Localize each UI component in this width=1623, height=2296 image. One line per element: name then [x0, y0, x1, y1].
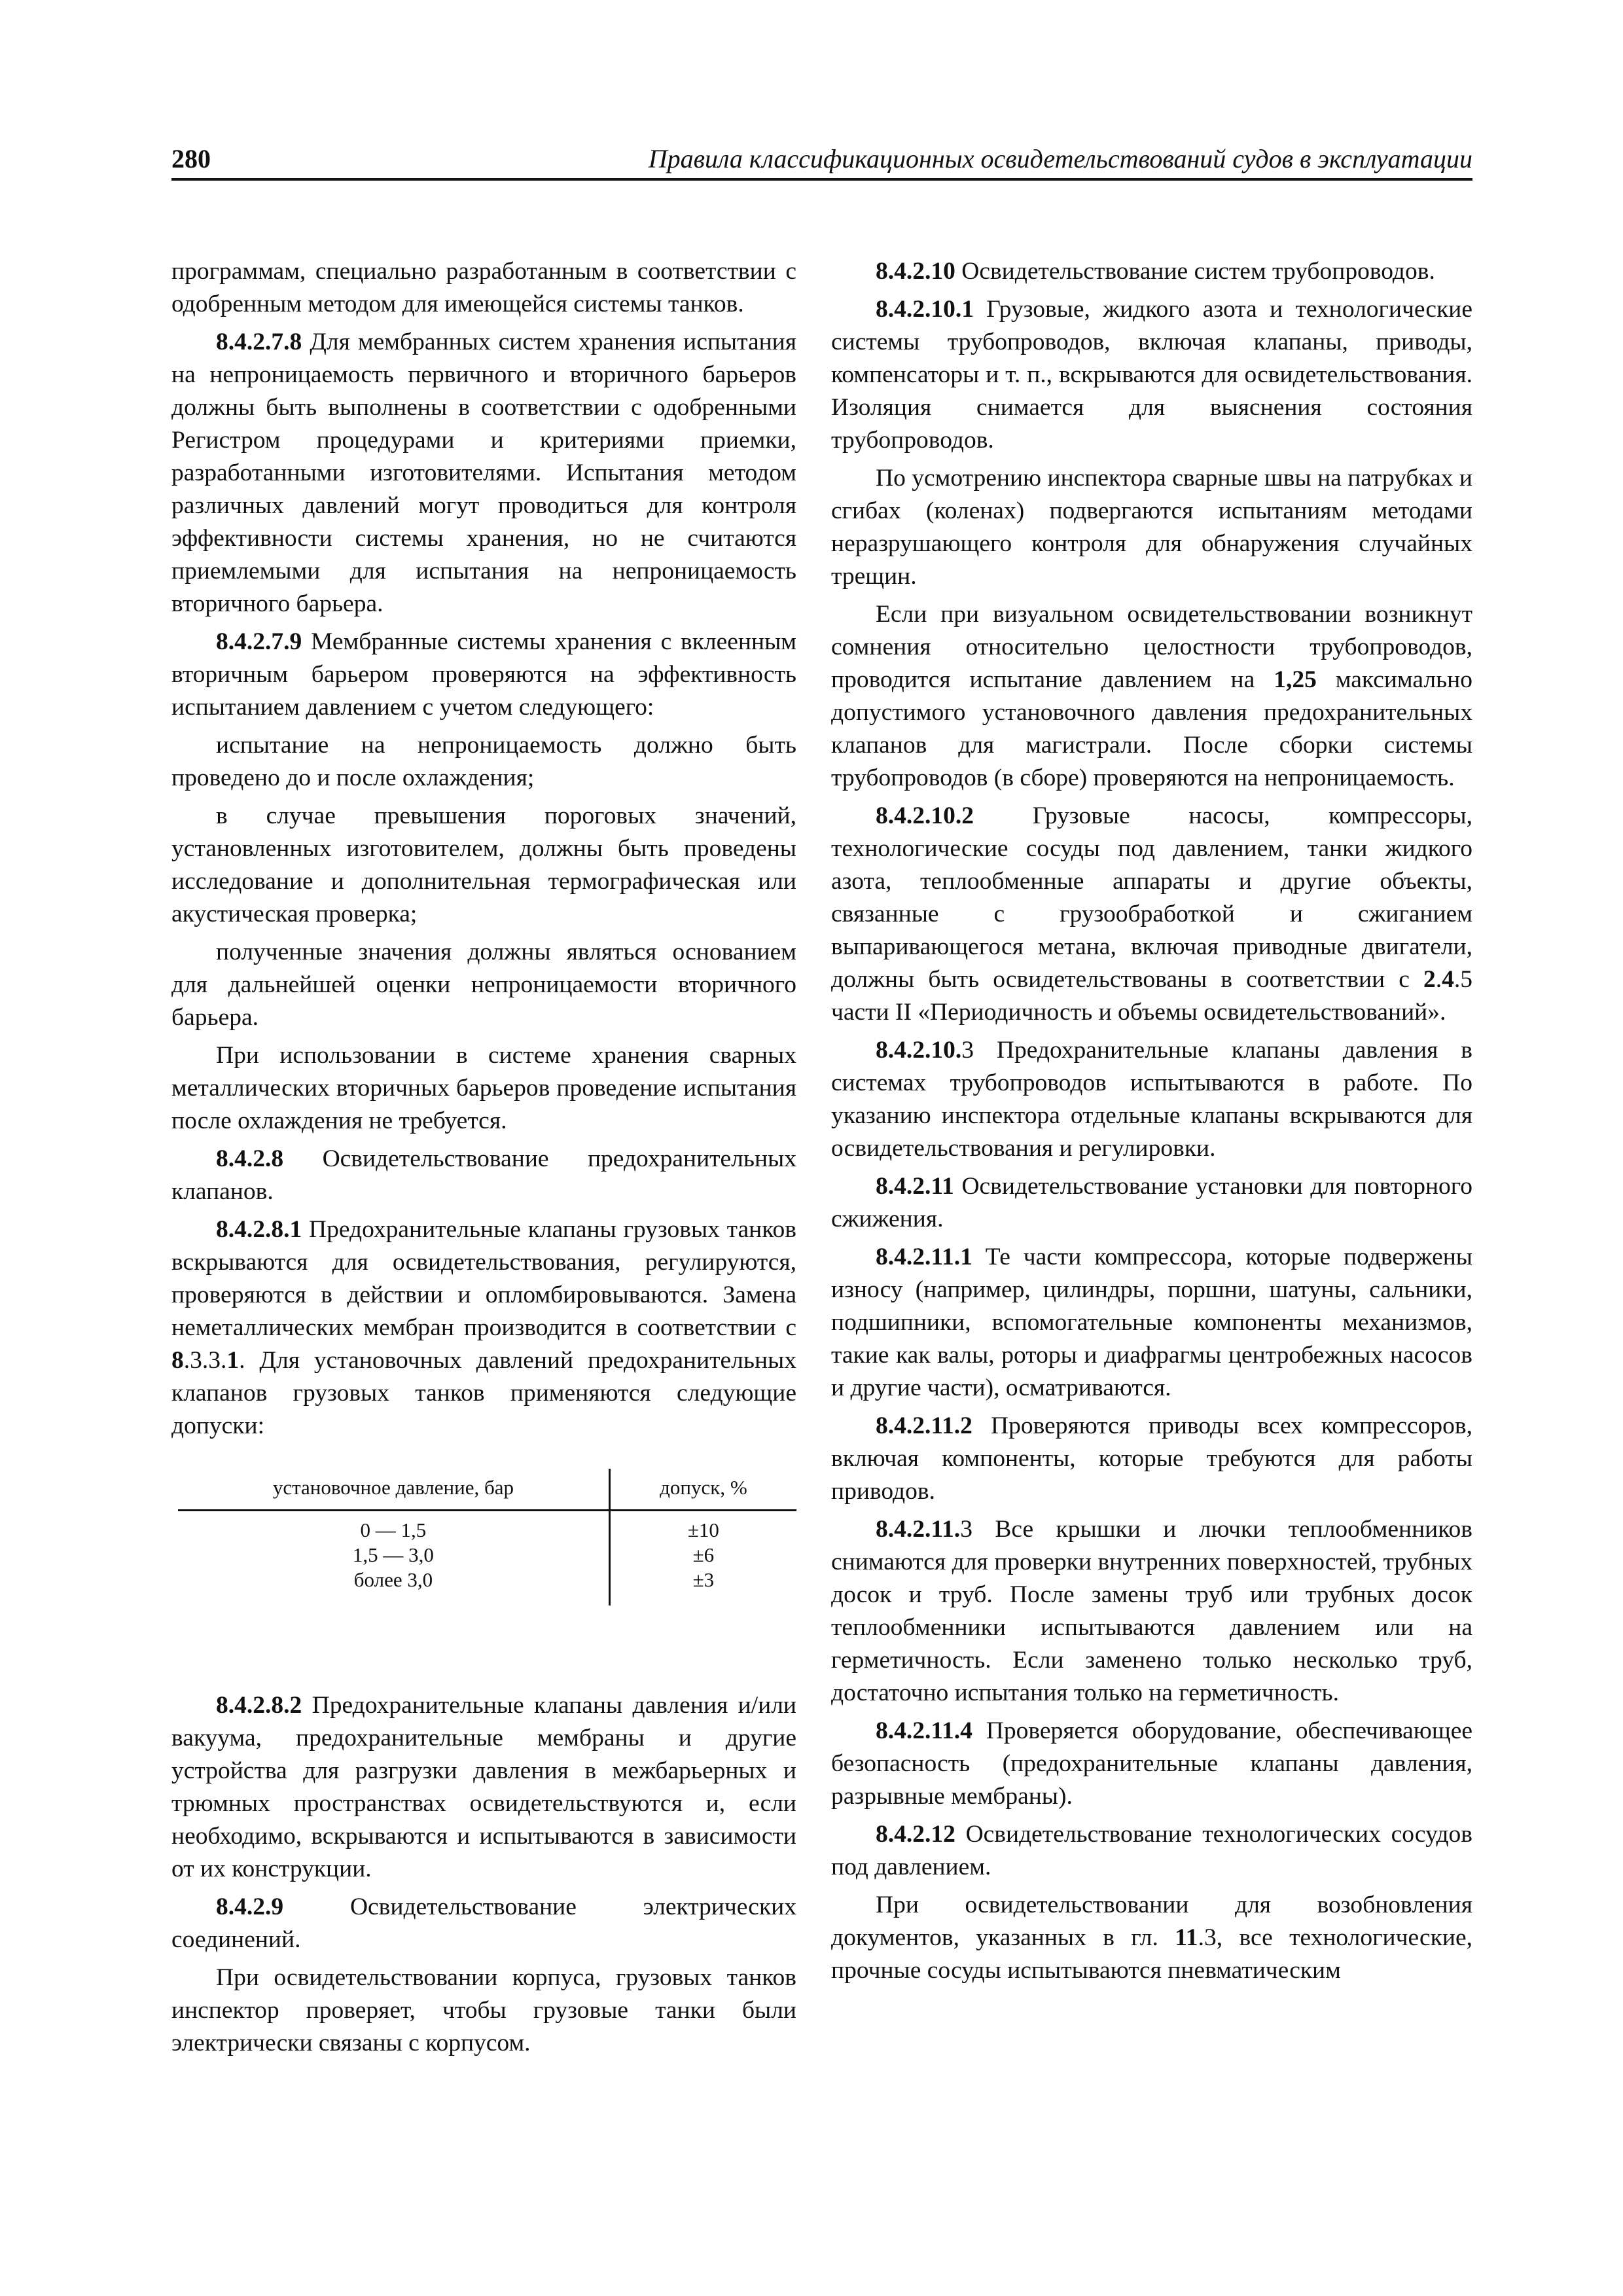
paragraph [171, 1689, 796, 1886]
header-rule [171, 178, 1472, 181]
paragraph-text: Проверяются приводы всех компрессоров, включая компоненты, которые требуются для работы приводов. [831, 1412, 1472, 1505]
paragraph [831, 800, 1472, 1029]
paragraph [831, 1889, 1472, 1987]
paragraph-text: Грузовые насосы, компрессоры, технологические сосуды под давлением, танки жидкого азота, теплообменные аппараты и другие объекты, связанные с грузообработкой и сжиганием выпаривающегося метана, включая приводные двигатели, должны быть освидетельствованы в соответствии с [831, 802, 1472, 993]
table-row [178, 1543, 796, 1568]
table-row [178, 1511, 796, 1543]
cross-reference: 4 [1442, 966, 1454, 993]
clause-number: 8.4.2.8.1 [216, 1216, 302, 1243]
cross-reference: 1 [226, 1347, 240, 1374]
paragraph [171, 255, 796, 321]
paragraph [831, 1513, 1472, 1710]
paragraph-text: Грузовые, жидкого азота и технологические системы трубопроводов, включая клапаны, приводы, компенсаторы и т. п., вскрываются для освидетельствования. Изоляция снимается для выяснения состояния трубопроводов. [831, 296, 1472, 454]
cross-reference: .5 [1454, 966, 1472, 993]
clause-number: 8.4.2.8.2 [216, 1692, 302, 1719]
clause-number: 8.4.2.10.1 [876, 296, 974, 323]
paragraph-text: При освидетельствовании корпуса, грузовых танков инспектор проверяет, чтобы грузовые танки были электрически связаны с корпусом. [171, 1964, 796, 2056]
paragraph-text: Предохранительные клапаны давления и/или вакуума, предохранительные мембраны и другие устройства для разгрузки давления в межбарьерных и трюмных пространствах освидетельствуются и, если необходимо, вскрываются и испытываются в зависимости от их конструкции. [171, 1692, 796, 1882]
paragraph-text: полученные значения должны являться основанием для дальнейшей оценки непроницаемости вторичного барьера. [171, 939, 796, 1031]
page-header [171, 143, 1472, 179]
paragraph-text: Освидетельствование систем трубопроводов. [955, 258, 1435, 285]
paragraph [171, 1143, 796, 1208]
cross-reference: .3.3. [183, 1347, 227, 1374]
paragraph-text: . Для установочных давлений предохранительных клапанов грузовых танков применяются следующие допуски: [171, 1347, 796, 1439]
paragraph [831, 1241, 1472, 1405]
pressure-cell: более 3,0 [178, 1568, 609, 1605]
paragraph-text: При использовании в системе хранения сварных металлических вторичных барьеров проведение испытания после охлаждения не требуется. [171, 1042, 796, 1134]
paragraph-text: Предохранительные клапаны грузовых танков вскрываются для освидетельствования, регулируются, проверяются в действии и опломбировываются. Замена неметаллических мембран производится в соответствии с [171, 1216, 796, 1341]
paragraph-text: По усмотрению инспектора сварные швы на патрубках и сгибах (коленах) подвергаются испытаниям методами неразрушающего контроля для обнаружения случайных трещин. [831, 465, 1472, 590]
clause-number: 8.4.2.11.2 [876, 1412, 972, 1439]
clause-number: 8.4.2.10 [876, 258, 955, 285]
pressure-factor: 1,25 [1274, 666, 1317, 693]
paragraph-text: Те части компрессора, которые подвержены износу (например, цилиндры, поршни, шатуны, сальники, подшипники, вспомогательные компоненты механизмов, такие как валы, роторы и диафрагмы центробежных насосов и другие части), осматриваются. [831, 1244, 1472, 1401]
tolerance-cell: ±6 [692, 1543, 715, 1566]
paragraph-text: части II «Периодичность и объемы освидетельствований». [831, 999, 1446, 1026]
paragraph-text: программам, специально разработанным в соответствии с одобренным методом для имеющейся системы танков. [171, 258, 796, 317]
paragraph [171, 1039, 796, 1138]
paragraph-text: максимально допустимого установочного давления предохранительных клапанов для магистрали. После сборки системы трубопроводов (в сборе) проверяются на непроницаемость. [831, 666, 1472, 791]
paragraph [831, 1410, 1472, 1508]
paragraph [831, 1818, 1472, 1884]
table-row [178, 1568, 796, 1605]
paragraph-text: Если при визуальном освидетельствовании возникнут сомнения относительно целостности трубопроводов, проводится испытание давлением на [831, 601, 1472, 693]
table-header-row [178, 1469, 796, 1511]
running-title: Правила классификационных освидетельствований судов в эксплуатации [648, 144, 1472, 173]
clause-number: 3 [961, 1037, 974, 1064]
clause-number: 8.4.2.9 [216, 1893, 284, 1920]
paragraph-text: Освидетельствование предохранительных клапанов. [171, 1145, 796, 1205]
paragraph-text: Для мембранных систем хранения испытания на непроницаемость первичного и вторичного барьеров должны быть выполнены в соответствии с одобренными Регистром процедурами и критериями приемки, разработанными изготовителями. Испытания методом различных давлений могут проводиться для контроля эффективности системы хранения, но не считаются приемлемыми для испытания на непроницаемость вторичного барьера. [171, 329, 796, 617]
column-header-tolerance: допуск, % [609, 1469, 796, 1511]
paragraph [171, 1213, 796, 1443]
paragraph [171, 326, 796, 620]
paragraph-text: Предохранительные клапаны давления в системах трубопроводов испытываются в работе. По указанию инспектора отдельные клапаны вскрываются для освидетельствования и регулировки. [831, 1037, 1472, 1162]
clause-number: 8.4.2.7.9 [216, 628, 302, 655]
clause-number: 8.4.2.10.2 [876, 802, 974, 829]
paragraph [831, 1715, 1472, 1813]
clause-number: 8.4.2.12 [876, 1821, 955, 1848]
clause-number: 8.4.2.10. [876, 1037, 962, 1064]
paragraph [831, 1034, 1472, 1165]
paragraph-text: Все крышки и лючки теплообменников снимаются для проверки внутренних поверхностей, трубных досок и труб. После замены труб или трубных досок теплообменники испытываются давлением или на герметичность. Если заменено только несколько труб, достаточно испытания только на герметичность. [831, 1516, 1472, 1706]
paragraph-text: .3, все технологические, прочные сосуды испытываются пневматическим [831, 1924, 1472, 1984]
tolerance-table-block [178, 1469, 796, 1605]
cross-reference: 11 [1175, 1924, 1198, 1951]
clause-number: 8.4.2.11.1 [876, 1244, 972, 1270]
list-item [171, 800, 796, 931]
paragraph-text: Мембранные системы хранения с вклеенным вторичным барьером проверяются на эффективность испытанием давлением с учетом следующего: [171, 628, 796, 721]
pressure-cell: 0 — 1,5 [178, 1511, 609, 1543]
paragraph [831, 598, 1472, 795]
paragraph-text: Освидетельствование электрических соединений. [171, 1893, 796, 1953]
paragraph-text: Освидетельствование технологических сосудов под давлением. [831, 1821, 1472, 1880]
paragraph [831, 1170, 1472, 1236]
clause-number: 8.4.2.7.8 [216, 329, 302, 355]
paragraph-text: Проверяется оборудование, обеспечивающее безопасность (предохранительные клапаны давления, разрывные мембраны). [831, 1717, 1472, 1810]
paragraph-text: в случае превышения пороговых значений, установленных изготовителем, должны быть проведены исследование и дополнительная термографическая или акустическая проверка; [171, 802, 796, 927]
paragraph [831, 462, 1472, 593]
paragraph [831, 293, 1472, 457]
paragraph [171, 1962, 796, 2060]
list-item [171, 936, 796, 1034]
paragraph-text: Освидетельствование установки для повторного сжижения. [831, 1173, 1472, 1232]
paragraph [171, 1891, 796, 1956]
list-item [171, 729, 796, 795]
cross-reference: . [1435, 966, 1442, 993]
right-column [831, 255, 1472, 1992]
paragraph-text: При освидетельствовании для возобновления документов, указанных в гл. [831, 1892, 1472, 1951]
tolerance-table [178, 1469, 796, 1605]
paragraph [831, 255, 1472, 288]
tolerance-cell: ±10 [687, 1518, 719, 1541]
tolerance-cell: ±3 [692, 1568, 715, 1591]
cross-reference: 2 [1423, 966, 1436, 993]
pressure-cell: 1,5 — 3,0 [178, 1543, 609, 1568]
left-column [171, 255, 796, 2065]
clause-number: 8.4.2.11. [876, 1516, 961, 1543]
page-number: 280 [171, 144, 211, 173]
column-header-pressure: установочное давление, бар [178, 1469, 609, 1511]
paragraph-text: испытание на непроницаемость должно быть проведено до и после охлаждения; [171, 732, 796, 791]
clause-number: 8.4.2.8 [216, 1145, 284, 1172]
clause-number: 8.4.2.11 [876, 1173, 954, 1200]
clause-number: 3 [960, 1516, 972, 1543]
paragraph [171, 626, 796, 724]
cross-reference: 8 [171, 1347, 184, 1374]
clause-number: 8.4.2.11.4 [876, 1717, 972, 1744]
